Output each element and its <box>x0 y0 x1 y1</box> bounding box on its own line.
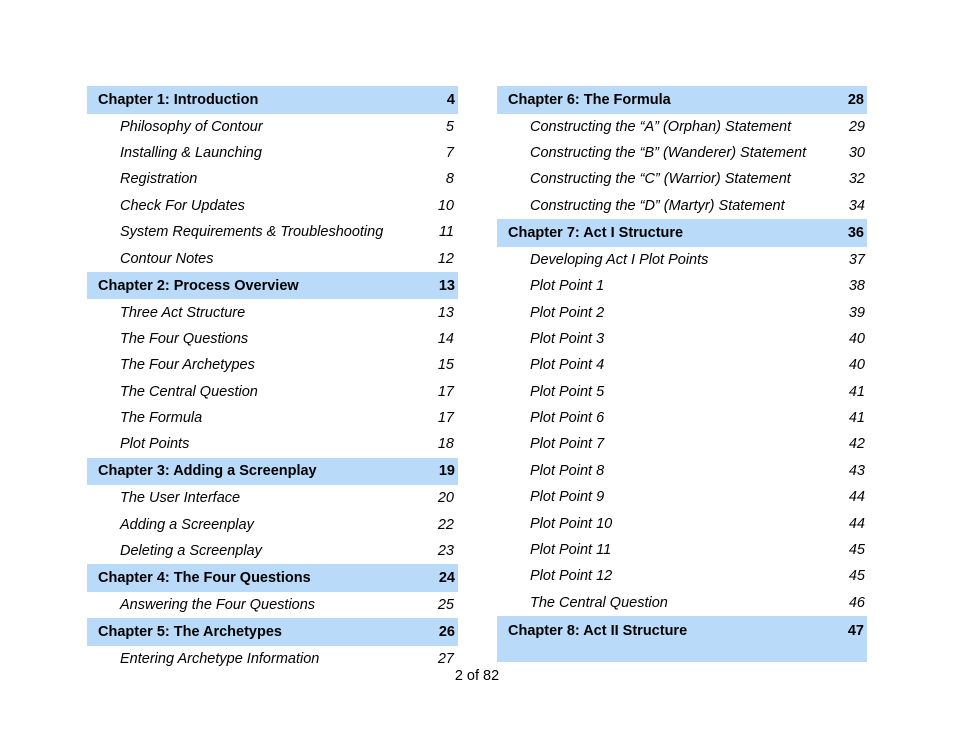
toc-right-column <box>497 86 867 662</box>
page-ref: 44 <box>848 489 865 506</box>
section-title: Plot Point 2 <box>530 304 605 321</box>
page-ref: 41 <box>848 410 865 427</box>
page-ref: 43 <box>848 462 865 479</box>
page-ref: 13 <box>437 304 454 321</box>
toc-chapter-entry[interactable] <box>497 86 867 114</box>
toc-section-entry[interactable] <box>497 352 867 378</box>
section-title: Plot Point 5 <box>530 383 605 400</box>
section-title: Installing & Launching <box>120 145 262 162</box>
page-ref: 46 <box>848 594 865 611</box>
section-title: Deleting a Screenplay <box>120 543 262 560</box>
page-ref: 45 <box>848 568 865 585</box>
section-title: Plot Point 4 <box>530 357 605 374</box>
section-title: Answering the Four Questions <box>120 597 316 614</box>
toc-section-entry[interactable] <box>87 592 458 618</box>
page-ref: 44 <box>848 515 865 532</box>
page-ref: 26 <box>438 624 455 640</box>
toc-chapter-entry[interactable] <box>87 86 458 114</box>
toc-section-entry[interactable] <box>87 512 458 538</box>
section-title: Plot Points <box>120 436 190 453</box>
toc-chapter-entry[interactable] <box>497 616 867 662</box>
toc-left-column <box>87 86 458 672</box>
section-title: Plot Point 8 <box>530 462 605 479</box>
section-title: Adding a Screenplay <box>120 516 254 533</box>
toc-section-entry[interactable] <box>87 379 458 405</box>
page-ref: 14 <box>437 330 454 347</box>
toc-section-entry[interactable] <box>87 326 458 352</box>
toc-section-entry[interactable] <box>497 379 867 405</box>
toc-section-entry[interactable] <box>87 193 458 219</box>
page-ref: 13 <box>438 277 455 294</box>
toc-chapter-entry[interactable] <box>87 618 458 646</box>
page-ref: 41 <box>848 383 865 400</box>
toc-section-entry[interactable] <box>87 299 458 325</box>
page-ref: 45 <box>848 542 865 559</box>
section-title: The Formula <box>120 410 203 427</box>
page-number: 2 of 82 <box>454 668 500 684</box>
page-ref: 5 <box>445 118 454 135</box>
toc-chapter-entry[interactable] <box>87 564 458 592</box>
toc-chapter-entry[interactable] <box>497 219 867 247</box>
section-title: Three Act Structure <box>120 304 246 321</box>
section-title: Plot Point 10 <box>530 515 613 532</box>
page-ref: 24 <box>438 570 455 587</box>
toc-section-entry[interactable] <box>87 245 458 271</box>
toc-section-entry[interactable] <box>87 405 458 431</box>
section-title: The Four Archetypes <box>120 357 255 374</box>
toc-section-entry[interactable] <box>497 510 867 536</box>
page-ref: 4 <box>446 91 455 108</box>
toc-section-entry[interactable] <box>497 247 867 273</box>
page-ref: 17 <box>437 383 454 400</box>
section-title: System Requirements & Troubleshooting <box>120 224 384 241</box>
page-ref: 29 <box>848 118 865 135</box>
section-title: Plot Point 3 <box>530 330 605 347</box>
chapter-title: Chapter 2: Process Overview <box>98 277 299 294</box>
chapter-title: Chapter 8: Act II Structure <box>508 623 688 640</box>
toc-section-entry[interactable] <box>497 590 867 616</box>
page-ref: 7 <box>445 145 454 162</box>
section-title: Registration <box>120 171 198 188</box>
section-title: Plot Point 11 <box>530 542 612 559</box>
toc-section-entry[interactable] <box>497 140 867 166</box>
section-title: Plot Point 7 <box>530 436 605 453</box>
toc-section-entry[interactable] <box>87 431 458 457</box>
page-ref: 38 <box>848 278 865 295</box>
chapter-title: Chapter 6: The Formula <box>508 91 671 108</box>
section-title: The User Interface <box>120 490 241 507</box>
section-title: Developing Act I Plot Points <box>530 251 709 268</box>
section-title: Plot Point 9 <box>530 489 605 506</box>
chapter-title: Chapter 1: Introduction <box>98 91 259 108</box>
toc-section-entry[interactable] <box>497 193 867 219</box>
toc-section-entry[interactable] <box>87 114 458 140</box>
page-ref: 34 <box>848 197 865 214</box>
page-ref: 15 <box>437 357 454 374</box>
page-ref: 23 <box>437 543 454 560</box>
section-title: Plot Point 1 <box>530 278 605 295</box>
page-ref: 25 <box>437 597 454 614</box>
toc-section-entry[interactable] <box>497 326 867 352</box>
section-title: Constructing the “D” (Martyr) Statement <box>530 197 785 214</box>
section-title: The Central Question <box>120 383 258 400</box>
page-ref: 42 <box>848 436 865 453</box>
toc-section-entry[interactable] <box>497 114 867 140</box>
section-title: Constructing the “B” (Wanderer) Statement <box>530 145 807 162</box>
section-title: Constructing the “C” (Warrior) Statement <box>530 171 791 188</box>
section-title: Plot Point 12 <box>530 568 613 585</box>
section-title: Contour Notes <box>120 250 214 267</box>
toc-chapter-entry[interactable] <box>87 458 458 486</box>
chapter-title: Chapter 5: The Archetypes <box>98 624 282 640</box>
page-ref: 22 <box>437 516 454 533</box>
toc-section-entry[interactable] <box>87 166 458 192</box>
section-title: Philosophy of Contour <box>120 118 263 135</box>
page-ref: 36 <box>847 224 864 241</box>
toc-section-entry[interactable] <box>497 273 867 299</box>
page-ref: 17 <box>437 410 454 427</box>
toc-section-entry[interactable] <box>87 538 458 564</box>
toc-section-entry[interactable] <box>87 140 458 166</box>
page-ref: 18 <box>437 436 454 453</box>
toc-section-entry[interactable] <box>497 484 867 510</box>
page-ref: 19 <box>438 463 455 480</box>
section-title: The Four Questions <box>120 330 249 347</box>
page-ref: 30 <box>848 145 865 162</box>
section-title: The Central Question <box>530 594 668 611</box>
page-ref: 32 <box>848 171 865 188</box>
section-title: Check For Updates <box>120 197 245 214</box>
chapter-title: Chapter 7: Act I Structure <box>508 224 684 241</box>
section-title: Constructing the “A” (Orphan) Statement <box>530 118 792 135</box>
page-ref: 12 <box>437 250 454 267</box>
toc-section-entry[interactable] <box>497 431 867 457</box>
page-ref: 39 <box>848 304 865 321</box>
page-ref: 28 <box>847 91 864 108</box>
toc-section-entry[interactable] <box>497 563 867 589</box>
section-title: Entering Archetype Information <box>120 650 320 667</box>
page-ref: 8 <box>445 171 454 188</box>
page-ref: 27 <box>437 650 454 667</box>
toc-section-entry[interactable] <box>497 299 867 325</box>
page-ref: 20 <box>437 490 454 507</box>
page-ref: 40 <box>848 357 865 374</box>
page-ref: 37 <box>848 251 865 268</box>
chapter-title: Chapter 3: Adding a Screenplay <box>98 463 317 480</box>
toc-section-entry[interactable] <box>87 352 458 378</box>
page-ref: 40 <box>848 330 865 347</box>
toc-chapter-entry[interactable] <box>87 272 458 300</box>
toc-section-entry[interactable] <box>497 166 867 192</box>
chapter-title: Chapter 4: The Four Questions <box>98 570 311 587</box>
toc-section-entry[interactable] <box>497 458 867 484</box>
page-ref: 10 <box>437 197 454 214</box>
section-title: Plot Point 6 <box>530 410 605 427</box>
page-ref: 11 <box>438 224 454 241</box>
toc-section-entry[interactable] <box>497 405 867 431</box>
page-ref: 47 <box>847 623 864 640</box>
toc-section-entry[interactable] <box>497 537 867 563</box>
toc-section-entry[interactable] <box>87 219 458 245</box>
toc-section-entry[interactable] <box>87 485 458 511</box>
